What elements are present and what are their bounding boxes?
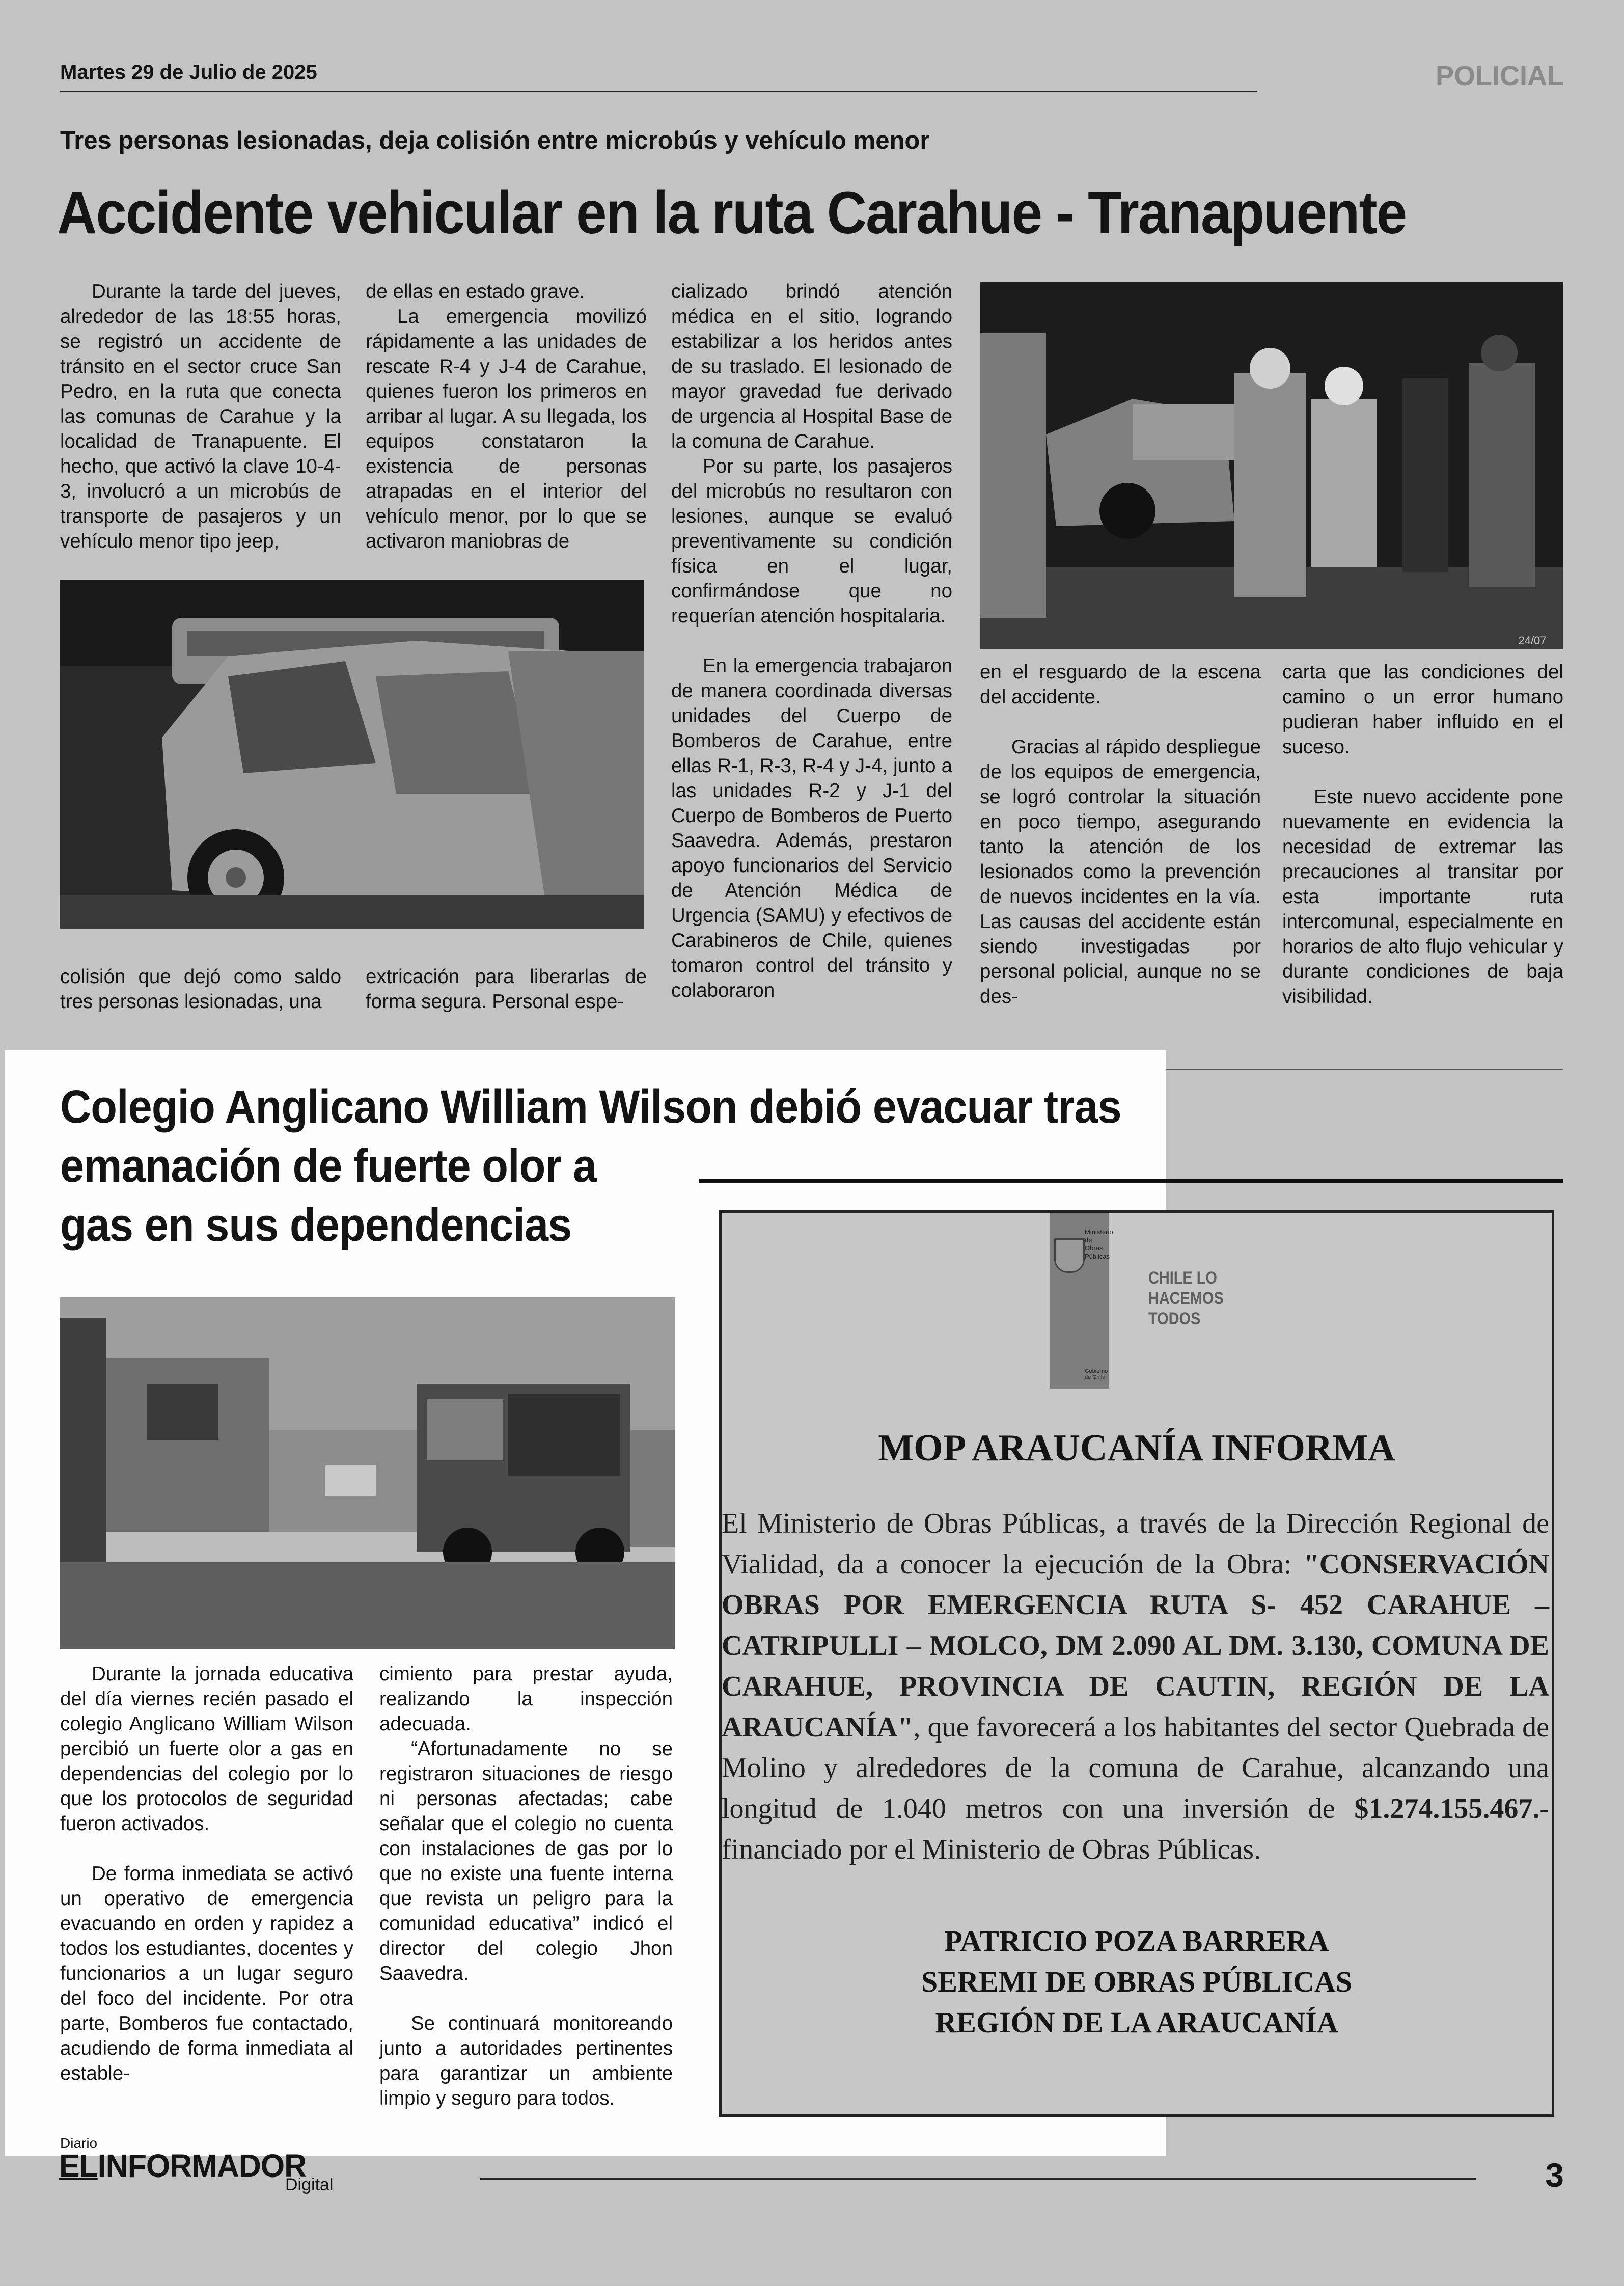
article2-column-1 bbox=[60, 1662, 353, 2086]
logo-government-text: Gobierno de Chile bbox=[1085, 1368, 1108, 1380]
footer-logo bbox=[59, 2147, 306, 2185]
footer-logo-el: EL bbox=[59, 2147, 98, 2184]
article1-column-1-bottom bbox=[60, 964, 341, 1014]
article1-column-2-top bbox=[366, 279, 647, 554]
paragraph: En la emergencia trabajaron de manera coordinada diversas unidades del Cuerpo de Bomberos de Carahue, entre ellas R-1, R-3, R-4 y J-4, junto a las unidades R-2 y J-1 del Cuerpo de Bomberos de Puerto Saavedra. Además, prestaron apoyo funcionarios del Servicio de Atención Médica de Urgencia (SAMU) y efectivos de Carabineros de Chile, quienes tomaron control del tránsito y colaboraron bbox=[671, 655, 952, 1001]
ad-body-text: financiado por el Ministerio de Obras Públicas. bbox=[722, 1834, 1261, 1865]
paragraph: Durante la jornada educativa del día viernes recién pasado el colegio Anglicano William Wilson percibió un fuerte olor a gas en dependencias del colegio por lo que los protocolos de seguridad fueron activados. bbox=[60, 1663, 353, 1835]
slogan-line: CHILE LO bbox=[1148, 1268, 1217, 1288]
article2-column-2 bbox=[379, 1662, 673, 2111]
paragraph: Gracias al rápido despliegue de los equipos de emergencia, se logró controlar la situación en poco tiempo, asegurando tanto la atención de los lesionados como la prevención de nuevos incidentes en la vía. Las causas del accidente están siendo investigadas por personal policial, aunque no se des- bbox=[980, 736, 1261, 1008]
ad-body-text: , que favorecerá a los habitantes del sector Quebrada de Molino y alrededores de la comuna de Carahue, alcanzando una longitud de 1.040 metros con una inversión de bbox=[722, 1711, 1549, 1825]
paragraph: carta que las condiciones del camino o un error humano pudieran haber influido en el suceso. bbox=[1282, 661, 1563, 758]
ad-title: MOP ARAUCANÍA INFORMA bbox=[878, 1427, 1395, 1469]
footer-rule bbox=[480, 2178, 1476, 2180]
article1-headline: Accidente vehicular en la ruta Carahue - Tranapuente bbox=[57, 179, 1407, 247]
firefighters-photo bbox=[980, 282, 1563, 649]
paragraph: cializado brindó atención médica en el sitio, logrando estabilizar a los heridos antes de su traslado. El lesionado de mayor gravedad fue derivado de urgencia al Hospital Base de la comuna de Carahue. bbox=[671, 281, 952, 452]
ad-top-rule bbox=[699, 1179, 1563, 1183]
photo-timestamp: 24/07 bbox=[1518, 634, 1547, 647]
footer-logo-digital: Digital bbox=[285, 2175, 334, 2194]
slogan-line: TODOS bbox=[1148, 1309, 1201, 1328]
article1-column-3 bbox=[671, 279, 952, 1003]
article1-column-4 bbox=[980, 660, 1261, 1009]
paragraph: Durante la tarde del jueves, alrededor de las 18:55 horas, se registró un accidente de tránsito en el sector cruce San Pedro, en la ruta que conecta las comunas de Carahue y la localidad de Tranapuente. El hecho, que activó la clave 10-4-3, involucró a un microbús de transporte de pasajeros y un vehículo menor tipo jeep, bbox=[60, 281, 341, 552]
paragraph: Este nuevo accidente pone nuevamente en evidencia la necesidad de extremar las precauciones al transitar por esta importante ruta intercomunal, especialmente en horarios de alto flujo vehicular y durante condiciones de baja visibilidad. bbox=[1282, 786, 1563, 1008]
ad-body bbox=[722, 1503, 1549, 1870]
mop-logo bbox=[1050, 1213, 1113, 1389]
header-rule bbox=[60, 91, 1257, 92]
coat-of-arms-icon bbox=[1054, 1238, 1085, 1273]
signature-line: PATRICIO POZA BARRERA bbox=[944, 1924, 1329, 1957]
ad-signature bbox=[722, 1921, 1552, 2043]
article1-column-2-bottom bbox=[366, 964, 647, 1014]
logo-ministry-text: Ministerio de Obras Públicas bbox=[1085, 1228, 1113, 1260]
paragraph: cimiento para prestar ayuda, realizando la inspección adecuada. bbox=[379, 1663, 673, 1735]
ad-slogan bbox=[1148, 1268, 1224, 1329]
ad-body-project: "CONSERVACIÓN OBRAS POR EMERGENCIA RUTA S- 452 CARAHUE – CATRIPULLI – MOLCO, DM 2.090 AL DM. 3.130, COMUNA DE CARAHUE, PROVINCIA DE CAUTIN, REGIÓN DE LA ARAUCANÍA" bbox=[722, 1548, 1549, 1743]
footer-logo-diario: Diario bbox=[60, 2135, 98, 2151]
article1-column-1-top bbox=[60, 279, 341, 554]
ad-body-text: El Ministerio de Obras Públicas, a través de la Dirección Regional de Vialidad, da a conocer la ejecución de la Obra: bbox=[722, 1508, 1549, 1580]
paragraph: Por su parte, los pasajeros del microbús no resultaron con lesiones, aunque se evaluó preventivamente su condición física en el lugar, confirmándose que no requerían atención hospitalaria. bbox=[671, 455, 952, 627]
article1-column-5 bbox=[1282, 660, 1563, 1009]
signature-line: REGIÓN DE LA ARAUCANÍA bbox=[935, 2006, 1338, 2039]
page-number: 3 bbox=[1545, 2156, 1564, 2194]
article2-headline-line3: gas en sus dependencias bbox=[60, 1199, 572, 1251]
paragraph: en el resguardo de la escena del accidente. bbox=[980, 661, 1261, 708]
crashed-car-photo bbox=[60, 580, 644, 929]
paragraph: “Afortunadamente no se registraron situaciones de riesgo ni personas afectadas; cabe señalar que el colegio no cuenta con instalaciones de gas por lo que no existe una fuente interna que revista un peligro para la comunidad educativa” indicó el director del colegio Jhon Saavedra. bbox=[379, 1738, 673, 1984]
mop-advertisement bbox=[719, 1210, 1554, 2117]
paragraph: De forma inmediata se activó un operativo de emergencia evacuando en orden y rapidez a todos los estudiantes, docentes y funcionarios a un lugar seguro del foco del incidente. Por otra parte, Bomberos fue contactado, acudiendo de forma inmediata al estable- bbox=[60, 1863, 353, 2084]
paragraph: La emergencia movilizó rápidamente a las unidades de rescate R-4 y J-4 de Carahue, quienes fueron los primeros en arribar al lugar. A su llegada, los equipos constataron la existencia de personas atrapadas en el interior del vehículo menor, por lo que se activaron maniobras de bbox=[366, 306, 647, 552]
article2-headline-line1: Colegio Anglicano William Wilson debió evacuar tras bbox=[60, 1081, 1121, 1133]
article1-kicker: Tres personas lesionadas, deja colisión entre microbús y vehículo menor bbox=[60, 127, 930, 154]
section-label: POLICIAL bbox=[1436, 61, 1564, 91]
paragraph: colisión que dejó como saldo tres personas lesionadas, una bbox=[60, 966, 341, 1013]
footer-logo-informador: INFORMADOR bbox=[97, 2147, 307, 2184]
article2-headline-line2: emanación de fuerte olor a bbox=[60, 1140, 597, 1192]
paragraph: extricación para liberarlas de forma segura. Personal espe- bbox=[366, 966, 647, 1013]
slogan-line: HACEMOS bbox=[1148, 1289, 1224, 1308]
paragraph: de ellas en estado grave. bbox=[366, 281, 585, 303]
paragraph: Se continuará monitoreando junto a autoridades pertinentes para garantizar un ambiente limpio y seguro para todos. bbox=[379, 2012, 673, 2109]
ad-body-amount: $1.274.155.467.- bbox=[1354, 1793, 1549, 1825]
school-firetruck-photo bbox=[60, 1297, 675, 1649]
issue-date: Martes 29 de Julio de 2025 bbox=[60, 61, 317, 84]
signature-line: SEREMI DE OBRAS PÚBLICAS bbox=[921, 1965, 1352, 1998]
